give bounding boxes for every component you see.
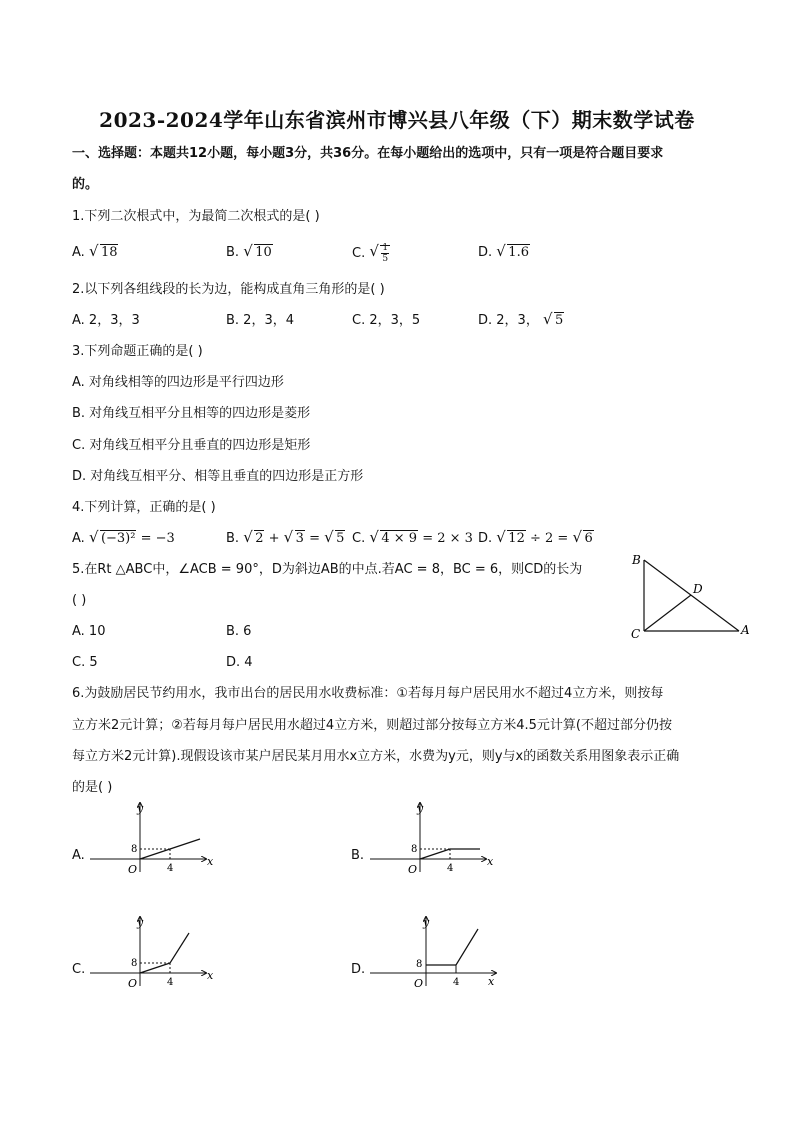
q1-stem: 1.下列二次根式中，为最简二次根式的是( ) — [72, 209, 320, 224]
q5-fig-label-d: D — [693, 582, 703, 596]
q6-graph-c-tick-8: 8 — [131, 958, 138, 969]
q6-graph-b-tick-8: 8 — [411, 844, 418, 855]
q5-option-c: C. 5 — [72, 655, 98, 670]
q3-stem: 3.下列命题正确的是( ) — [72, 344, 203, 359]
q5-option-b: B. 6 — [226, 624, 252, 639]
q6-graph-b-tick-4: 4 — [447, 863, 454, 874]
q6-graph-c-origin: O — [128, 977, 138, 990]
q6-graph-c-label: C. — [72, 962, 86, 977]
q3-option-b: B. 对角线互相平分且相等的四边形是菱形 — [72, 406, 311, 421]
q2-option-d: D. 2，3， √ 5 — [478, 311, 564, 331]
q6-graph-a — [88, 797, 218, 877]
q5-fig-label-c: C — [631, 627, 641, 641]
q6-graph-b-x-label: x — [487, 855, 494, 868]
q6-graph-d — [368, 911, 498, 991]
q2-option-a: A. 2，3，3 — [72, 313, 140, 328]
q1-option-d: D. √ 1.6 — [478, 243, 530, 263]
q5-paren: ( ) — [72, 593, 87, 608]
q6-line2: 立方米2元计算；②若每月每户居民用水超过4立方米，则超过部分按每立方米4.5元计算(不超过部分仍按 — [72, 718, 672, 733]
q3-option-a: A. 对角线相等的四边形是平行四边形 — [72, 375, 284, 390]
q6-line4: 的是( ) — [72, 780, 113, 795]
q5-fig-label-b: B — [632, 553, 641, 567]
q6-graph-a-x-label: x — [207, 855, 214, 868]
q4-option-a: A. √ (−3)² = −3 — [72, 529, 175, 549]
q6-line3: 每立方米2元计算).现假设该市某户居民某月用水x立方米，水费为y元，则y与x的函数关系用图象表示正确 — [72, 749, 680, 764]
q6-graph-a-y-label: y — [137, 802, 144, 815]
q5-option-a: A. 10 — [72, 624, 106, 639]
q6-graph-c — [88, 911, 218, 991]
q6-graph-d-y-label: y — [423, 916, 430, 929]
q6-graph-b-y-label: y — [417, 802, 424, 815]
q6-graph-a-tick-4: 4 — [167, 863, 174, 874]
q3-option-d: D. 对角线互相平分、相等且垂直的四边形是正方形 — [72, 469, 364, 484]
q6-graph-b-origin: O — [408, 863, 418, 876]
q6-line1: 6.为鼓励居民节约用水，我市出台的居民用水收费标准：①若每月每户居民用水不超过4立方米，则按每 — [72, 686, 664, 701]
q6-graph-d-tick-4: 4 — [453, 977, 460, 988]
q4-option-b: B. √ 2 + √ 3 = √ 5 — [226, 529, 345, 549]
q6-graph-d-label: D. — [351, 962, 366, 977]
q5-option-d: D. 4 — [226, 655, 253, 670]
q5-fig-label-a: A — [741, 623, 750, 637]
q1-option-c: C. √ $\frac{1}{5}$ — [352, 243, 390, 264]
q6-graph-a-origin: O — [128, 863, 138, 876]
q5-stem: 5.在Rt △ABC中，∠ACB = 90°，D为斜边AB的中点.若AC = 8，BC = 6，则CD的长为 — [72, 562, 583, 577]
q4-option-c: C. √ 4 × 9 = 2 × 3 — [352, 529, 473, 549]
q2-stem: 2.以下列各组线段的长为边，能构成直角三角形的是( ) — [72, 282, 385, 297]
q1-option-a: A. √ 18 — [72, 243, 118, 263]
q5-triangle-figure — [626, 550, 756, 642]
q6-graph-c-y-label: y — [137, 916, 144, 929]
q6-graph-d-origin: O — [414, 977, 424, 990]
section-header-line2: 的。 — [72, 177, 99, 192]
q6-graph-b-label: B. — [351, 848, 365, 863]
q4-option-d: D. √ 12 ÷ 2 = √ 6 — [478, 529, 594, 549]
page-title: 2023-2024学年山东省滨州市博兴县八年级（下）期末数学试卷 — [99, 108, 695, 132]
q6-graph-a-label: A. — [72, 848, 85, 863]
q4-stem: 4.下列计算，正确的是( ) — [72, 500, 216, 515]
q2-option-b: B. 2，3，4 — [226, 313, 294, 328]
q1-option-b: B. √ 10 — [226, 243, 273, 263]
q3-option-c: C. 对角线互相平分且垂直的四边形是矩形 — [72, 438, 311, 453]
q6-graph-d-tick-8: 8 — [416, 959, 423, 970]
q6-graph-c-x-label: x — [207, 969, 214, 982]
q6-graph-b — [368, 797, 498, 877]
q6-graph-c-tick-4: 4 — [167, 977, 174, 988]
q6-graph-d-x-label: x — [488, 975, 495, 988]
q6-graph-a-tick-8: 8 — [131, 844, 138, 855]
section-header-line1: 一、选择题：本题共12小题，每小题3分，共36分。在每小题给出的选项中，只有一项是符合题目要求 — [72, 146, 664, 161]
q2-option-c: C. 2，3，5 — [352, 313, 421, 328]
